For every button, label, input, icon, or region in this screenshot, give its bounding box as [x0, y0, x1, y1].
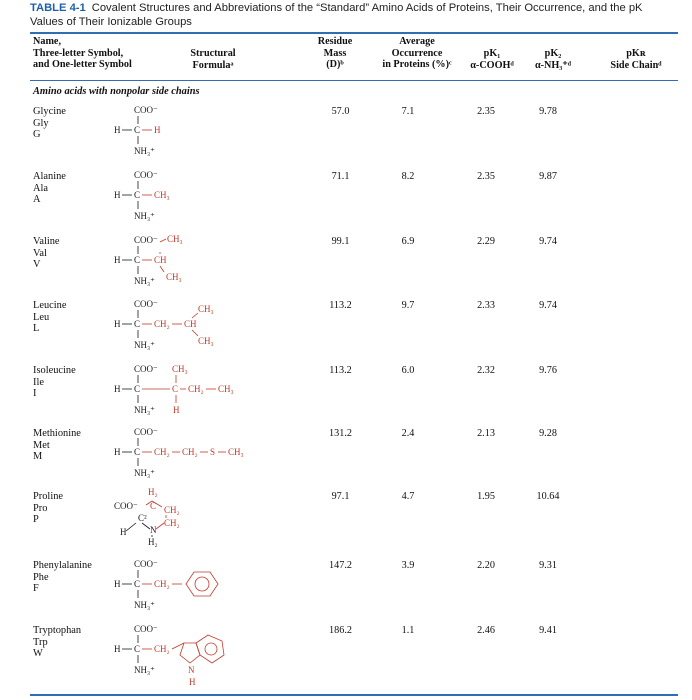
header-mass-line: (D)ᵇ: [326, 59, 344, 70]
full-name: Methionine: [33, 428, 81, 439]
pk2-value: 9.74: [539, 236, 557, 247]
header-structure-line: Structural: [190, 48, 236, 59]
pk2-value: 9.41: [539, 625, 557, 636]
alpha-carbon-label: C: [134, 190, 141, 200]
one-letter-symbol: F: [33, 583, 39, 594]
header-mass-line: Residue: [317, 36, 353, 47]
methylene-label: CH₂: [154, 447, 170, 457]
pk2-value: 9.28: [539, 428, 557, 439]
amino-acid-name: [33, 491, 123, 526]
header-pk2: [523, 48, 583, 71]
structural-formula-isoleucine: [112, 363, 302, 429]
carboxylate-label: COO⁻: [134, 170, 158, 180]
header-structure: [178, 48, 248, 71]
structural-formula-valine: [112, 234, 302, 300]
amino-acid-name: [33, 236, 123, 271]
hydrogen-label: H: [114, 125, 121, 135]
amino-label: NH₃⁺: [134, 665, 155, 675]
occurrence: 6.0: [401, 365, 415, 376]
hydrogen-label: H: [114, 319, 121, 329]
alpha-carbon-label: C: [134, 384, 141, 394]
one-letter-symbol: A: [33, 194, 41, 205]
alpha-carbon-label: C: [134, 447, 141, 457]
residue-mass: 131.2: [329, 428, 352, 439]
carboxylate-label: COO⁻: [134, 299, 158, 309]
pk2-value: 9.76: [539, 365, 557, 376]
header-occurrence: [362, 36, 472, 71]
side-chain-label: CH₃: [228, 447, 244, 457]
methylene-label: CH₂: [154, 319, 170, 329]
one-letter-symbol: L: [33, 323, 40, 334]
amino-acid-name: [33, 300, 123, 335]
one-letter-symbol: G: [33, 129, 41, 140]
methyl-label: CH₃: [198, 336, 214, 346]
occurrence: 2.4: [401, 428, 415, 439]
three-letter-symbol: Ile: [33, 376, 44, 388]
residue-mass: 186.2: [329, 625, 352, 636]
full-name: Phenylalanine: [33, 560, 92, 571]
alpha-carbon-label: C²: [138, 513, 147, 523]
header-occurrence-line: in Proteins (%)ᶜ: [382, 59, 452, 70]
pk1-value: 2.46: [477, 625, 495, 636]
hydrogen-label: H: [114, 384, 121, 394]
ring-methylene-label: CH₂: [164, 518, 180, 528]
ring-methylene-label: CH₂: [164, 505, 180, 515]
header-structure-line: Formulaᵃ: [192, 59, 234, 71]
full-name: Valine: [33, 236, 60, 247]
methylene-label: CH₂: [154, 579, 170, 589]
alpha-carbon-label: C: [134, 579, 141, 589]
pk2-value: 9.31: [539, 560, 557, 571]
residue-mass: 71.1: [331, 171, 350, 182]
hydrogen-label: H: [114, 255, 121, 265]
header-pk1: [462, 48, 522, 71]
amino-label: NH₃⁺: [134, 405, 155, 415]
methylene-label: CH₂: [154, 644, 170, 654]
carboxylate-label: COO⁻: [134, 559, 158, 569]
table-row-tryptophan: [0, 625, 692, 687]
one-letter-symbol: P: [33, 514, 39, 525]
hydrogen-label: H: [114, 579, 121, 589]
structural-formula-leucine: [112, 298, 302, 364]
indole-hydrogen-label: H: [189, 677, 196, 687]
one-letter-symbol: I: [33, 388, 37, 399]
one-letter-symbol: V: [33, 259, 41, 270]
table-row-isoleucine: [0, 365, 692, 427]
carboxylate-label: COO⁻: [134, 427, 158, 437]
amino-label: NH₃⁺: [134, 276, 155, 286]
side-chain-label: CH: [154, 255, 167, 265]
top-rule: [30, 32, 678, 34]
methylene-label: CH₂: [188, 384, 204, 394]
side-chain-label: CH₃: [154, 190, 170, 200]
amino-acid-name: [33, 625, 123, 660]
pk1-value: 2.13: [477, 428, 495, 439]
amino-label: NH₃⁺: [134, 340, 155, 350]
residue-mass: 97.1: [331, 491, 350, 502]
table-row-proline: [0, 487, 692, 553]
pk2-value: 9.87: [539, 171, 557, 182]
structural-formula-phenylalanine: [112, 558, 302, 624]
amino-label: NH₃⁺: [134, 600, 155, 610]
structural-formula-alanine: [112, 169, 302, 235]
header-pk2-line: pK₂: [544, 48, 562, 59]
residue-mass: 113.2: [329, 365, 352, 376]
residue-mass: 113.2: [329, 300, 352, 311]
header-name-line: Name,: [33, 36, 62, 47]
indole-nitrogen-label: N: [188, 665, 195, 675]
table-row-glycine: [0, 106, 692, 168]
three-letter-symbol: Phe: [33, 571, 49, 583]
full-name: Glycine: [33, 106, 66, 117]
pk1-value: 2.29: [477, 236, 495, 247]
pk1-value: 2.20: [477, 560, 495, 571]
pk2-value: 9.74: [539, 300, 557, 311]
nitrogen-h2-label: H₂: [148, 537, 158, 547]
amino-acid-name: [33, 106, 123, 141]
occurrence: 9.7: [401, 300, 415, 311]
header-pkr-line: pKʀ: [626, 48, 646, 59]
methyl-label: CH₃: [172, 364, 188, 374]
header-pk1-line: pK₁: [483, 48, 501, 59]
structural-formula-methionine: [112, 426, 302, 492]
side-chain-label: H: [154, 125, 161, 135]
amino-label: NH₃⁺: [134, 146, 155, 156]
carboxylate-label: COO⁻: [134, 105, 158, 115]
bottom-rule: [30, 694, 678, 696]
carboxylate-label: COO⁻: [134, 624, 158, 634]
header-residue-mass: [300, 36, 370, 71]
amino-acid-name: [33, 428, 123, 463]
residue-mass: 99.1: [331, 236, 350, 247]
header-occurrence-line: Average: [399, 36, 435, 47]
alpha-carbon-label: C: [134, 644, 141, 654]
pk1-value: 2.32: [477, 365, 495, 376]
structural-formula-tryptophan: [112, 623, 302, 689]
alpha-carbon-label: C: [134, 319, 141, 329]
full-name: Alanine: [33, 171, 66, 182]
alpha-carbon-label: C: [134, 255, 141, 265]
table-row-phenylalanine: [0, 560, 692, 622]
three-letter-symbol: Leu: [33, 311, 50, 323]
pk2-value: 10.64: [536, 491, 560, 502]
table-row-leucine: [0, 300, 692, 362]
occurrence: 4.7: [401, 491, 415, 502]
residue-mass: 57.0: [331, 106, 350, 117]
methylene-label: CH₂: [182, 447, 198, 457]
table-row-valine: [0, 236, 692, 298]
pk1-value: 2.33: [477, 300, 495, 311]
one-letter-symbol: W: [33, 648, 43, 659]
table-caption: [30, 2, 670, 29]
three-letter-symbol: Trp: [33, 636, 48, 648]
amino-acid-name: [33, 365, 123, 400]
three-letter-symbol: Pro: [33, 502, 48, 514]
full-name: Proline: [33, 491, 64, 502]
hydrogen-label: H: [120, 527, 127, 537]
full-name: Isoleucine: [33, 365, 76, 376]
carboxylate-label: COO⁻: [114, 501, 138, 511]
occurrence: 1.1: [401, 625, 415, 636]
hydrogen-label: H: [114, 190, 121, 200]
methylene-h2-label: H₂: [148, 487, 158, 497]
header-name-line: and One-letter Symbol: [33, 59, 132, 70]
section-title: Amino acids with nonpolar side chains: [33, 86, 200, 97]
three-letter-symbol: Gly: [33, 117, 49, 129]
header-rule: [30, 80, 678, 81]
table-number: TABLE 4-1: [30, 2, 86, 14]
occurrence: 7.1: [401, 106, 415, 117]
sulfur-label: S: [210, 447, 216, 457]
pk1-value: 2.35: [477, 171, 495, 182]
header-name-line: Three-letter Symbol,: [33, 47, 124, 59]
table-title: Covalent Structures and Abbreviations of the “Standard” Amino Acids of Proteins, Their Occurrence, and the pK Values of Their Ionizable Groups: [30, 2, 643, 28]
amino-acid-name: [33, 560, 123, 595]
table-row-alanine: [0, 171, 692, 233]
pk1-value: 2.35: [477, 106, 495, 117]
hydrogen-label: H: [114, 644, 121, 654]
beta-carbon-label: C: [172, 384, 179, 394]
ring-carbon-label: C: [150, 501, 157, 511]
table-row-methionine: [0, 428, 692, 490]
one-letter-symbol: M: [33, 451, 43, 462]
header-pk2-line: α-NH₃⁺ᵈ: [534, 59, 572, 71]
residue-mass: 147.2: [329, 560, 352, 571]
methyl-label: CH₃: [198, 304, 214, 314]
hydrogen-label: H: [173, 405, 180, 415]
amino-label: NH₃⁺: [134, 211, 155, 221]
full-name: Leucine: [33, 300, 67, 311]
header-name: [33, 36, 183, 71]
header-mass-line: Mass: [323, 47, 347, 59]
carboxylate-label: COO⁻: [134, 364, 158, 374]
ring-nitrogen-label: N: [150, 525, 157, 535]
pk1-value: 1.95: [477, 491, 495, 502]
hydrogen-label: H: [114, 447, 121, 457]
occurrence: 8.2: [401, 171, 415, 182]
methyl-label: CH₃: [166, 272, 182, 282]
amino-label: NH₃⁺: [134, 468, 155, 478]
three-letter-symbol: Met: [33, 439, 50, 451]
carboxylate-label: COO⁻: [134, 235, 158, 245]
side-chain-label: CH: [184, 319, 197, 329]
header-pkr: [586, 48, 686, 71]
structural-formula-glycine: [112, 104, 302, 170]
side-chain-label: CH₃: [218, 384, 234, 394]
header-occurrence-line: Occurrence: [391, 47, 443, 59]
three-letter-symbol: Val: [33, 247, 47, 259]
pk2-value: 9.78: [539, 106, 557, 117]
occurrence: 3.9: [401, 560, 415, 571]
occurrence: 6.9: [401, 236, 415, 247]
alpha-carbon-label: C: [134, 125, 141, 135]
header-pkr-line: Side Chainᵈ: [610, 59, 662, 71]
methyl-label: CH₃: [167, 234, 183, 244]
full-name: Tryptophan: [33, 625, 82, 636]
amino-acid-name: [33, 171, 123, 206]
structural-formula-proline: [112, 489, 302, 555]
header-pk1-line: α-COOHᵈ: [470, 59, 514, 71]
three-letter-symbol: Ala: [33, 182, 49, 194]
